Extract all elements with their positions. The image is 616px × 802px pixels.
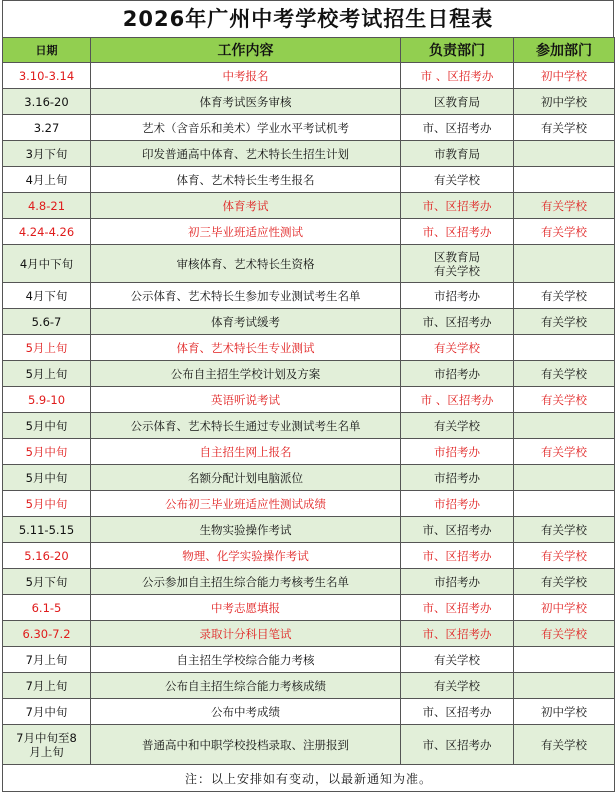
participant-cell <box>514 673 615 699</box>
date-cell: 4月下旬 <box>3 283 91 309</box>
dept-cell: 市招考办 <box>401 569 514 595</box>
table-row <box>3 569 615 595</box>
content-cell: 公示体育、艺术特长生参加专业测试考生名单 <box>91 283 401 309</box>
content-cell: 自主招生学校综合能力考核 <box>91 647 401 673</box>
dept-line: 区教育局 <box>434 249 480 264</box>
dept-cell: 市招考办 <box>401 283 514 309</box>
participant-cell: 有关学校 <box>514 439 615 465</box>
dept-cell: 市、区招考办 <box>401 621 514 647</box>
dept-cell: 市、区招考办 <box>401 219 514 245</box>
table-row <box>3 465 615 491</box>
content-cell: 公布自主招生综合能力考核成绩 <box>91 673 401 699</box>
table-row <box>3 387 615 413</box>
dept-line: 有关学校 <box>434 263 480 278</box>
content-cell: 审核体育、艺术特长生资格 <box>91 245 401 283</box>
dept-cell: 市招考办 <box>401 491 514 517</box>
table-row <box>3 621 615 647</box>
date-cell: 4月中下旬 <box>3 245 91 283</box>
participant-cell: 有关学校 <box>514 309 615 335</box>
participant-cell: 有关学校 <box>514 621 615 647</box>
date-cell: 5月下旬 <box>3 569 91 595</box>
date-cell: 4.8-21 <box>3 193 91 219</box>
date-cell: 5月中旬 <box>3 465 91 491</box>
participant-cell: 初中学校 <box>514 89 615 115</box>
participant-cell <box>514 413 615 439</box>
dept-cell: 有关学校 <box>401 647 514 673</box>
content-cell: 公布中考成绩 <box>91 699 401 725</box>
dept-cell <box>401 245 514 283</box>
dept-cell: 市、区招考办 <box>401 115 514 141</box>
participant-cell: 有关学校 <box>514 115 615 141</box>
date-cell: 5月中旬 <box>3 491 91 517</box>
dept-cell: 市、区招考办 <box>401 309 514 335</box>
dept-cell: 市招考办 <box>401 465 514 491</box>
date-cell: 4.24-4.26 <box>3 219 91 245</box>
table-row <box>3 361 615 387</box>
date-cell: 7月上旬 <box>3 647 91 673</box>
table-row <box>3 63 615 89</box>
dept-cell: 市 、区招考办 <box>401 63 514 89</box>
participant-cell: 有关学校 <box>514 517 615 543</box>
participant-cell: 有关学校 <box>514 543 615 569</box>
dept-cell: 有关学校 <box>401 167 514 193</box>
date-cell: 5月上旬 <box>3 335 91 361</box>
participant-cell: 初中学校 <box>514 63 615 89</box>
participant-cell: 初中学校 <box>514 699 615 725</box>
page-title: 2026年广州中考学校考试招生日程表 <box>2 0 614 37</box>
table-row <box>3 699 615 725</box>
content-cell: 公布初三毕业班适应性测试成绩 <box>91 491 401 517</box>
table-row <box>3 491 615 517</box>
table-row <box>3 193 615 219</box>
content-cell: 英语听说考试 <box>91 387 401 413</box>
content-cell: 体育考试 <box>91 193 401 219</box>
date-cell: 5.16-20 <box>3 543 91 569</box>
date-cell: 4月上旬 <box>3 167 91 193</box>
dept-cell: 市教育局 <box>401 141 514 167</box>
date-cell: 3.10-3.14 <box>3 63 91 89</box>
table-row <box>3 413 615 439</box>
table-row <box>3 647 615 673</box>
dept-cell: 市招考办 <box>401 439 514 465</box>
date-cell: 5月中旬 <box>3 439 91 465</box>
date-cell: 5.9-10 <box>3 387 91 413</box>
participant-cell <box>514 465 615 491</box>
dept-cell: 有关学校 <box>401 673 514 699</box>
date-cell: 3.16-20 <box>3 89 91 115</box>
table-row <box>3 115 615 141</box>
dept-cell: 市、区招考办 <box>401 699 514 725</box>
date-cell: 3.27 <box>3 115 91 141</box>
dept-cell: 市 、区招考办 <box>401 387 514 413</box>
participant-cell <box>514 167 615 193</box>
participant-cell: 有关学校 <box>514 283 615 309</box>
date-line: 7月中旬至8 <box>16 730 77 745</box>
content-cell: 录取计分科目笔试 <box>91 621 401 647</box>
date-cell: 5月上旬 <box>3 361 91 387</box>
dept-cell: 市、区招考办 <box>401 193 514 219</box>
header-row <box>3 38 615 63</box>
table-row <box>3 167 615 193</box>
date-cell: 7月中旬 <box>3 699 91 725</box>
participant-cell <box>514 245 615 283</box>
table-row <box>3 309 615 335</box>
header-date: 日期 <box>3 38 91 63</box>
header-dept: 负责部门 <box>401 38 514 63</box>
date-cell: 3月下旬 <box>3 141 91 167</box>
content-cell: 自主招生网上报名 <box>91 439 401 465</box>
date-cell <box>3 725 91 765</box>
content-cell: 名额分配计划电脑派位 <box>91 465 401 491</box>
content-cell: 初三毕业班适应性测试 <box>91 219 401 245</box>
dept-cell: 市、区招考办 <box>401 725 514 765</box>
content-cell: 公示体育、艺术特长生通过专业测试考生名单 <box>91 413 401 439</box>
table-row <box>3 335 615 361</box>
content-cell: 体育、艺术特长生专业测试 <box>91 335 401 361</box>
table-row <box>3 595 615 621</box>
dept-cell: 市招考办 <box>401 361 514 387</box>
dept-cell: 区教育局 <box>401 89 514 115</box>
dept-cell: 有关学校 <box>401 335 514 361</box>
participant-cell: 有关学校 <box>514 387 615 413</box>
content-cell: 中考志愿填报 <box>91 595 401 621</box>
content-cell: 印发普通高中体育、艺术特长生招生计划 <box>91 141 401 167</box>
date-cell: 5月中旬 <box>3 413 91 439</box>
content-cell: 生物实验操作考试 <box>91 517 401 543</box>
participant-cell <box>514 647 615 673</box>
table-row <box>3 141 615 167</box>
table-row <box>3 283 615 309</box>
content-cell: 物理、化学实验操作考试 <box>91 543 401 569</box>
participant-cell <box>514 335 615 361</box>
table-row <box>3 725 615 765</box>
table-row <box>3 439 615 465</box>
date-cell: 7月上旬 <box>3 673 91 699</box>
date-cell: 5.11-5.15 <box>3 517 91 543</box>
table-row <box>3 673 615 699</box>
date-cell: 6.30-7.2 <box>3 621 91 647</box>
content-cell: 艺术（含音乐和美术）学业水平考试机考 <box>91 115 401 141</box>
participant-cell: 有关学校 <box>514 361 615 387</box>
participant-cell <box>514 141 615 167</box>
note-row <box>3 765 615 792</box>
content-cell: 体育、艺术特长生考生报名 <box>91 167 401 193</box>
table-row <box>3 517 615 543</box>
table-row <box>3 543 615 569</box>
table-row <box>3 245 615 283</box>
participant-cell: 初中学校 <box>514 595 615 621</box>
dept-cell: 市、区招考办 <box>401 517 514 543</box>
participant-cell: 有关学校 <box>514 193 615 219</box>
table-row <box>3 219 615 245</box>
participant-cell: 有关学校 <box>514 569 615 595</box>
schedule-table <box>2 37 615 792</box>
content-cell: 中考报名 <box>91 63 401 89</box>
content-cell: 普通高中和中职学校投档录取、注册报到 <box>91 725 401 765</box>
date-cell: 5.6-7 <box>3 309 91 335</box>
dept-cell: 有关学校 <box>401 413 514 439</box>
date-cell: 6.1-5 <box>3 595 91 621</box>
participant-cell: 有关学校 <box>514 725 615 765</box>
participant-cell: 有关学校 <box>514 219 615 245</box>
dept-cell: 市、区招考办 <box>401 543 514 569</box>
schedule-sheet <box>2 0 614 792</box>
content-cell: 体育考试缓考 <box>91 309 401 335</box>
footnote: 注：以上安排如有变动，以最新通知为准。 <box>3 765 615 792</box>
dept-cell: 市、区招考办 <box>401 595 514 621</box>
date-line: 月上旬 <box>29 744 64 759</box>
participant-cell <box>514 491 615 517</box>
content-cell: 体育考试医务审核 <box>91 89 401 115</box>
header-content: 工作内容 <box>91 38 401 63</box>
content-cell: 公布自主招生学校计划及方案 <box>91 361 401 387</box>
header-participant: 参加部门 <box>514 38 615 63</box>
content-cell: 公示参加自主招生综合能力考核考生名单 <box>91 569 401 595</box>
table-row <box>3 89 615 115</box>
